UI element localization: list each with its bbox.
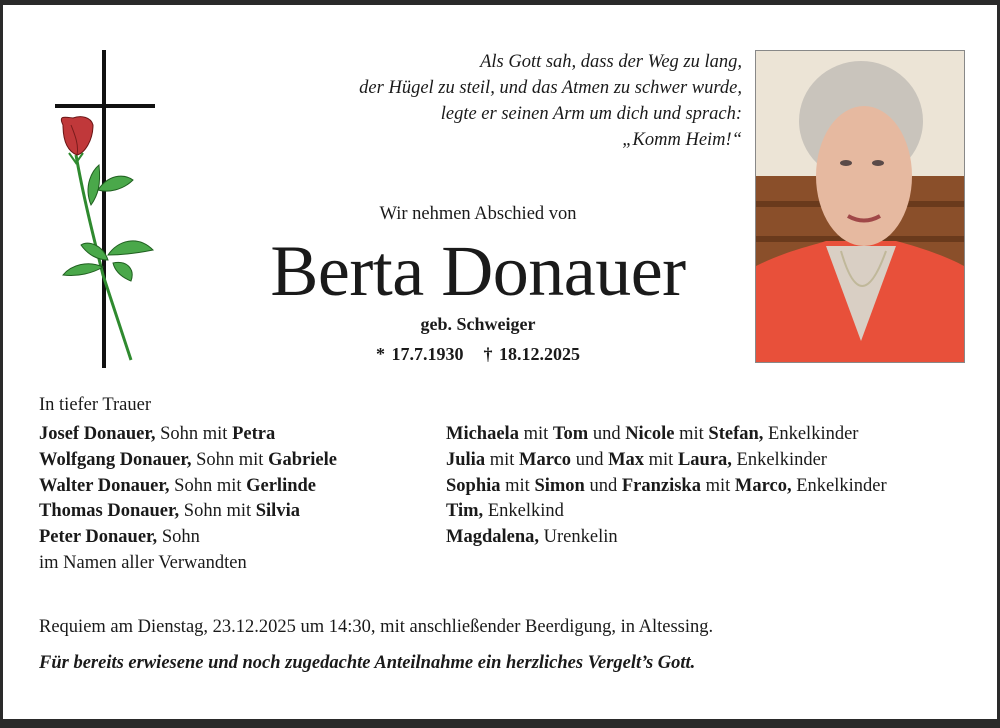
quote-line: Als Gott sah, dass der Weg zu lang, xyxy=(480,52,742,72)
family-name: Laura, xyxy=(677,449,732,470)
relation-text: Enkelkinder xyxy=(731,449,827,470)
family-line xyxy=(446,474,887,500)
family-name: Josef Donauer, xyxy=(39,424,156,444)
family-name: Marco, xyxy=(734,475,792,496)
family-name: Stefan, xyxy=(708,424,764,444)
family-name: Magdalena, xyxy=(446,527,540,548)
maiden-name: geb. Schweiger xyxy=(420,314,536,334)
relation-text: mit xyxy=(644,449,678,470)
family-name: Simon xyxy=(534,475,585,496)
deceased-name: Berta Donauer xyxy=(270,231,686,311)
family-name: Gerlinde xyxy=(246,475,317,496)
rose-icon xyxy=(61,117,153,360)
relation-text: Enkelkind xyxy=(483,501,564,522)
relation-text: Enkelkinder xyxy=(791,475,887,496)
requiem-info: Requiem am Dienstag, 23.12.2025 um 14:30, mit anschließender Beerdigung, in Altessing. xyxy=(39,617,714,637)
relation-text: mit xyxy=(674,424,709,444)
family-name: Marco xyxy=(519,449,572,470)
family-name: Thomas Donauer, xyxy=(39,501,180,522)
family-line xyxy=(39,474,337,500)
family-line xyxy=(446,422,887,448)
family-line xyxy=(39,525,337,551)
death-date: † 18.12.2025 xyxy=(483,344,580,364)
family-name: Max xyxy=(608,449,645,470)
birth-date: * 17.7.1930 xyxy=(376,344,464,364)
family-name: Tom xyxy=(552,424,589,444)
family-line xyxy=(39,551,337,577)
relation-text: mit xyxy=(700,475,735,496)
family-line xyxy=(446,448,887,474)
family-name: Nicole xyxy=(625,424,675,444)
thanks-note: Für bereits erwiesene und noch zugedachte Anteilnahme ein herzliches Vergelt’s Gott. xyxy=(39,653,696,673)
portrait-photo xyxy=(755,50,965,363)
family-name: Tim, xyxy=(446,501,484,522)
relation-text: Sohn mit xyxy=(179,501,256,522)
family-name: Julia xyxy=(446,449,486,470)
relation-text: mit xyxy=(485,449,519,470)
relation-text: und xyxy=(571,449,609,470)
relation-text: Sohn mit xyxy=(191,449,269,470)
family-list-right xyxy=(446,422,887,551)
family-line xyxy=(39,422,337,448)
family-list-left xyxy=(39,422,337,577)
family-name: Franziska xyxy=(621,475,701,496)
obituary-notice xyxy=(3,5,997,719)
family-name: Walter Donauer, xyxy=(39,475,170,496)
relation-text: Sohn mit xyxy=(155,424,233,444)
poem-quote xyxy=(359,49,742,153)
family-line xyxy=(446,499,887,525)
family-line xyxy=(39,448,337,474)
family-line xyxy=(39,499,337,525)
quote-line: der Hügel zu steil, und das Atmen zu schwer wurde, xyxy=(359,78,742,98)
quote-line: „Komm Heim!“ xyxy=(622,130,742,150)
relation-text: Sohn xyxy=(157,527,200,548)
relation-text: Sohn mit xyxy=(169,475,247,496)
relation-text: mit xyxy=(518,424,553,444)
cross-icon xyxy=(55,50,155,368)
quote-line: legte er seinen Arm um dich und sprach: xyxy=(440,104,742,124)
family-name: Peter Donauer, xyxy=(39,527,158,548)
family-name: Silvia xyxy=(255,501,300,522)
relation-text: Urenkelin xyxy=(539,527,618,548)
relation-text: Enkelkinder xyxy=(763,424,859,444)
relation-text: und xyxy=(584,475,622,496)
family-name: Sophia xyxy=(446,475,501,496)
family-line xyxy=(446,525,887,551)
relation-text: im Namen aller Verwandten xyxy=(39,552,247,573)
cross-with-rose xyxy=(43,45,193,375)
family-name: Michaela xyxy=(446,424,519,444)
life-dates xyxy=(203,344,753,365)
family-name: Petra xyxy=(232,424,276,444)
relation-text: und xyxy=(588,424,626,444)
mourning-label: In tiefer Trauer xyxy=(39,395,151,415)
relation-text: mit xyxy=(500,475,535,496)
family-name: Gabriele xyxy=(268,449,337,470)
family-name: Wolfgang Donauer, xyxy=(39,449,192,470)
intro-text: Wir nehmen Abschied von xyxy=(379,204,577,224)
